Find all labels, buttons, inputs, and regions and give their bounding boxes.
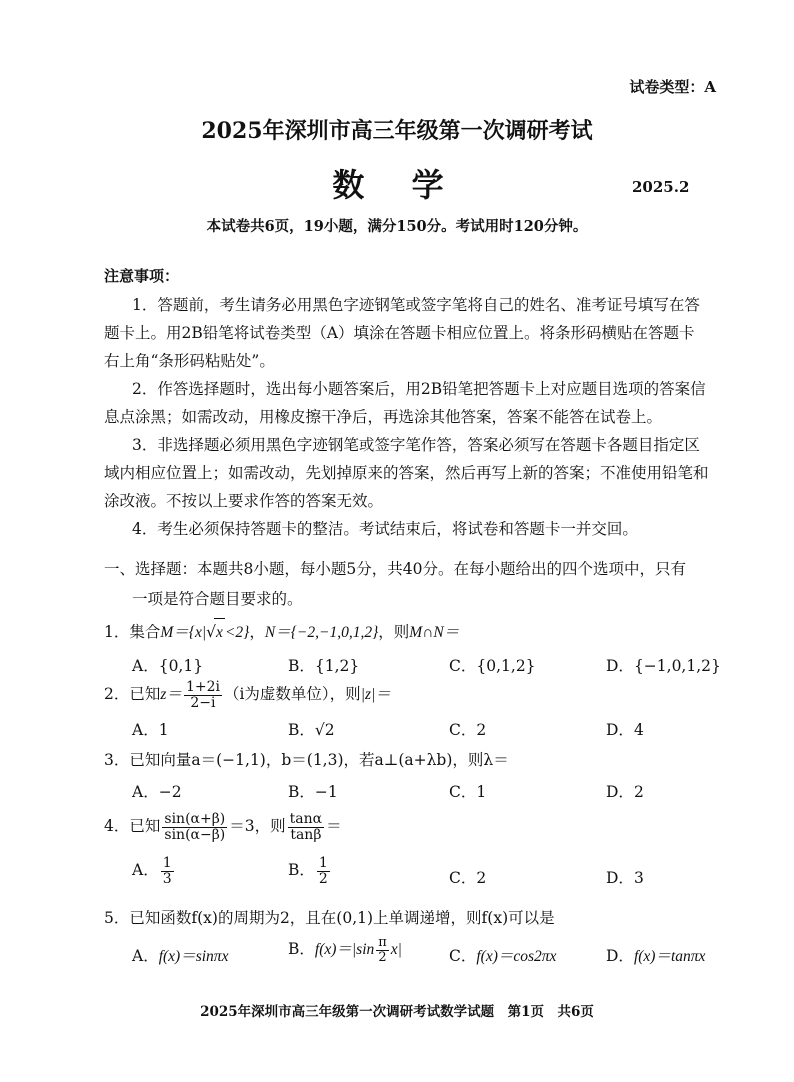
question-ask: |z|＝ [360,686,391,704]
option-text: {−1,0,1,2} [633,657,721,675]
q1-option-a[interactable] [132,654,203,676]
option-text: {0,1} [158,657,204,675]
section-heading: 一、选择题：本题共8小题，每小题5分，共40分。在每小题给出的四个选项中，只有 [104,560,686,578]
q2-option-b[interactable] [288,718,335,740]
question-number: 3． [104,751,130,769]
question-text: 已知向量a＝(−1,1)，b＝(1,3)，若a⊥(a+λb)，则λ＝ [129,751,509,769]
notice-line: 涂改液。不按以上要求作答的答案无效。 [104,492,384,510]
option-label: B． [288,940,315,959]
question-number: 2． [104,685,130,704]
set-n: N＝{−2,−1,0,1,2} [264,624,379,641]
option-text: f(x)＝cos2πx [476,948,557,965]
option-text: 1 [476,783,487,801]
exam-date: 2025.2 [632,178,690,196]
page-footer: 2025年深圳市高三年级第一次调研考试数学试题 第1页 共6页 [200,1004,594,1020]
notice-item-2 [104,375,724,431]
fraction-denominator: 2−i [190,694,216,711]
q3-option-d[interactable] [606,780,644,802]
question-number: 5． [104,909,130,927]
option-text: {1,2} [314,657,360,675]
fraction-denominator: 3 [162,870,172,887]
option-label: C． [449,783,477,801]
question-1 [104,618,459,647]
fraction [184,680,222,710]
option-text: f(x)＝tanπx [633,948,706,965]
option-text: 4 [633,721,644,739]
notice-item-4 [104,515,724,543]
q5-option-c[interactable] [449,944,556,966]
q4-option-a[interactable] [132,856,176,886]
notice-list [104,291,724,543]
question-4 [104,812,342,842]
q4-option-c[interactable] [449,866,486,888]
q5-option-b[interactable] [288,936,402,964]
option-label: A． [132,721,159,739]
fraction-tan [288,812,324,842]
option-label: C． [449,869,477,887]
fraction-denominator: tanβ [290,826,322,843]
q2-option-d[interactable] [606,718,644,740]
option-label: D． [606,721,634,739]
fraction-numerator: π [378,935,387,950]
option-text: −1 [314,783,338,801]
option-label: B． [288,721,315,739]
q2-option-c[interactable] [449,718,486,740]
option-text: −2 [158,783,182,801]
option-text: 3 [633,869,644,887]
fraction-denominator: 2 [378,949,387,965]
option-text: 1 [158,721,169,739]
question-text: ，则 [378,623,410,641]
option-label: C． [449,721,477,739]
q4-option-b[interactable] [288,856,332,886]
sqrt-sign: √ [206,623,217,641]
question-ask: M∩N＝ [409,624,460,641]
option-label: A． [132,783,159,801]
option-label: D． [606,657,634,675]
option-text: 2 [476,869,487,887]
question-text: 已知 [129,817,161,836]
q1-option-b[interactable] [288,654,359,676]
separator: ， [249,623,265,641]
notice-line: 1．答题前，考生请务必用黑色字迹钢笔或签字笔将自己的姓名、准考证号填写在答 [132,296,700,314]
option-label: D． [606,783,634,801]
question-3 [104,746,509,774]
q4-option-d[interactable] [606,866,644,888]
option-label: D． [606,947,634,965]
q5-option-d[interactable] [606,944,705,966]
q3-option-b[interactable] [288,780,338,802]
question-5 [104,904,555,932]
question-2 [104,680,391,710]
option-fraction [161,856,174,886]
option-text: 2 [633,783,644,801]
exam-summary: 本试卷共6页，19小题，满分150分。考试用时120分钟。 [206,218,588,235]
option-text: 2 [476,721,487,739]
question-number: 1． [104,623,130,641]
option-label: B． [288,783,315,801]
option-label: A． [132,861,159,880]
fraction-numerator: sin(α+β) [164,811,226,827]
notice-line: 息点涂黑；如需改动，用橡皮擦干净后，再选涂其他答案，答案不能答在试卷上。 [104,408,663,426]
option-text: x| [390,941,402,959]
paper-type: 试卷类型：A [629,78,716,96]
fraction-numerator: 1 [162,855,172,871]
option-label: C． [449,947,477,965]
question-text: （i为虚数单位），则 [223,685,361,704]
q2-option-a[interactable] [132,718,169,740]
fraction-numerator: 1+2i [185,679,220,695]
notice-item-1 [104,291,724,375]
subject-title: 数 学 [332,166,462,204]
option-fraction [376,936,389,964]
fraction-denominator: sin(α−β) [164,826,226,843]
sqrt-arg: x [214,618,225,647]
section-heading-cont: 一项是符合题目要求的。 [132,590,303,608]
question-text: 已知 [129,685,161,704]
notice-line: 4．考生必须保持答题卡的整洁。考试结束后，将试卷和答题卡一并交回。 [132,520,638,538]
notice-line: 右上角“条形码粘贴处”。 [104,352,275,370]
q5-option-a[interactable] [132,944,228,966]
fraction-denominator: 2 [318,870,328,887]
option-label: A． [132,947,159,965]
notice-title: 注意事项： [104,267,180,285]
question-number: 4． [104,817,130,836]
fraction-sin [162,812,227,842]
option-text: {0,1,2} [476,657,536,675]
set-m-tail: <2} [224,624,250,641]
question-text: 集合 [129,623,161,641]
fraction-numerator: tanα [289,811,323,827]
notice-line: 域内相应位置上；如需改动，先划掉原来的答案，然后再写上新的答案；不准使用铅笔和 [104,464,709,482]
q1-option-d[interactable] [606,654,721,676]
option-text: f(x)＝sinπx [158,948,229,965]
option-fraction [317,856,330,886]
option-label: B． [288,861,315,880]
notice-item-3 [104,431,724,515]
option-label: C． [449,657,477,675]
q3-option-a[interactable] [132,780,182,802]
option-label: D． [606,869,634,887]
notice-line: 3．非选择题必须用黑色字迹钢笔或签字笔作答，答案必须写在答题卡各题目指定区 [132,436,700,454]
option-text: f(x)＝|sin [314,941,375,959]
fraction-numerator: 1 [318,855,328,871]
question-text: 已知函数f(x)的周期为2，且在(0,1)上单调递增，则f(x)可以是 [129,909,555,927]
option-label: A． [132,657,159,675]
option-text: √2 [314,721,335,739]
z-equals: z＝ [160,686,182,704]
exam-title: 2025年深圳市高三年级第一次调研考试 [201,118,593,144]
question-text: ＝ [326,817,342,836]
set-m: M＝{x| [160,624,207,641]
option-label: B． [288,657,315,675]
q3-option-c[interactable] [449,780,486,802]
q1-option-c[interactable] [449,654,536,676]
notice-line: 题卡上。用2B铅笔将试卷类型（A）填涂在答题卡相应位置上。将条形码横贴在答题卡 [104,324,695,342]
notice-line: 2．作答选择题时，选出每小题答案后，用2B铅笔把答题卡上对应题目选项的答案信 [132,380,706,398]
question-text: ＝3，则 [229,817,286,836]
